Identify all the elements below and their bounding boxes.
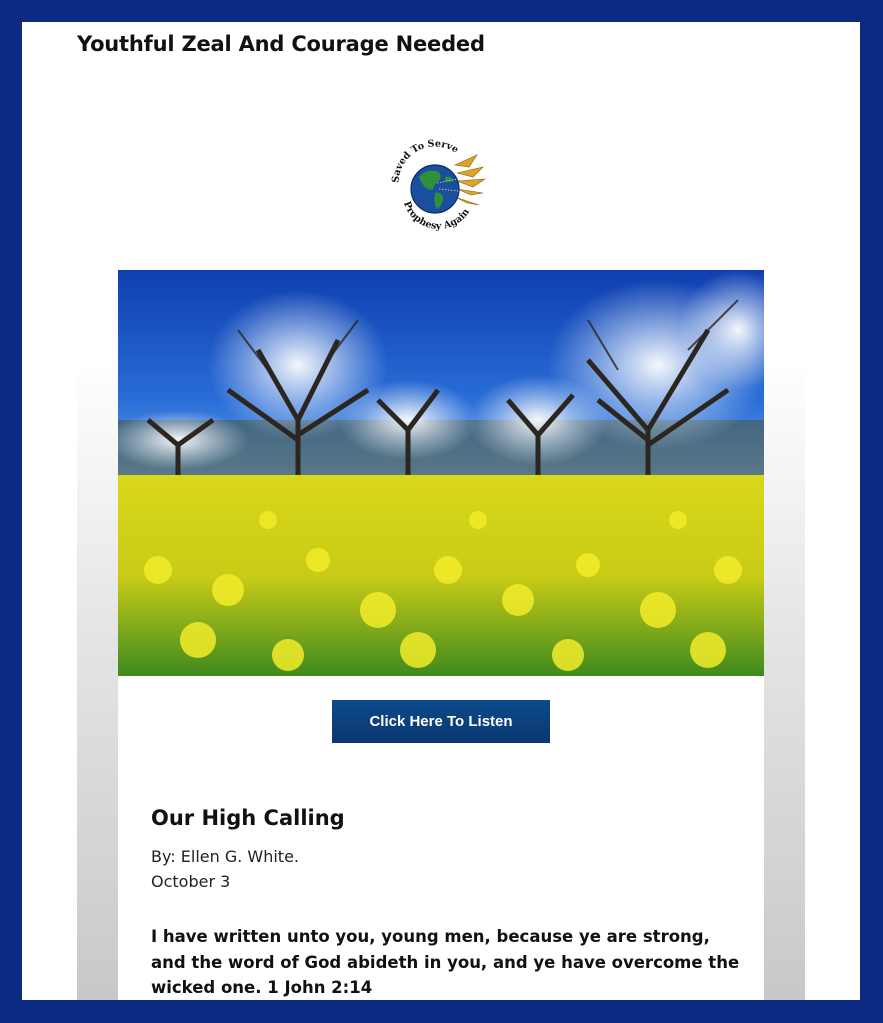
content-card — [118, 270, 764, 1000]
article-verse: I have written unto you, young men, because ye are strong, and the word of God abideth in you, and ye have overcome the wicked one. 1 John 2:14 — [151, 927, 740, 997]
logo-top-text: Saved To Serve — [390, 138, 461, 184]
hero-image — [118, 270, 764, 676]
article-byline: By: Ellen G. White. — [151, 847, 300, 866]
article-date: October 3 — [151, 872, 231, 891]
listen-button[interactable]: Click Here To Listen — [332, 700, 550, 743]
email-subject: Youthful Zeal And Courage Needed — [77, 32, 485, 56]
flame-rays — [455, 155, 485, 205]
logo-graphic — [385, 137, 495, 237]
article-title: Our High Calling — [151, 806, 345, 830]
ministry-logo — [385, 137, 495, 237]
logo-bottom-text: Prophesy Again — [400, 199, 472, 232]
email-frame — [22, 22, 860, 1000]
